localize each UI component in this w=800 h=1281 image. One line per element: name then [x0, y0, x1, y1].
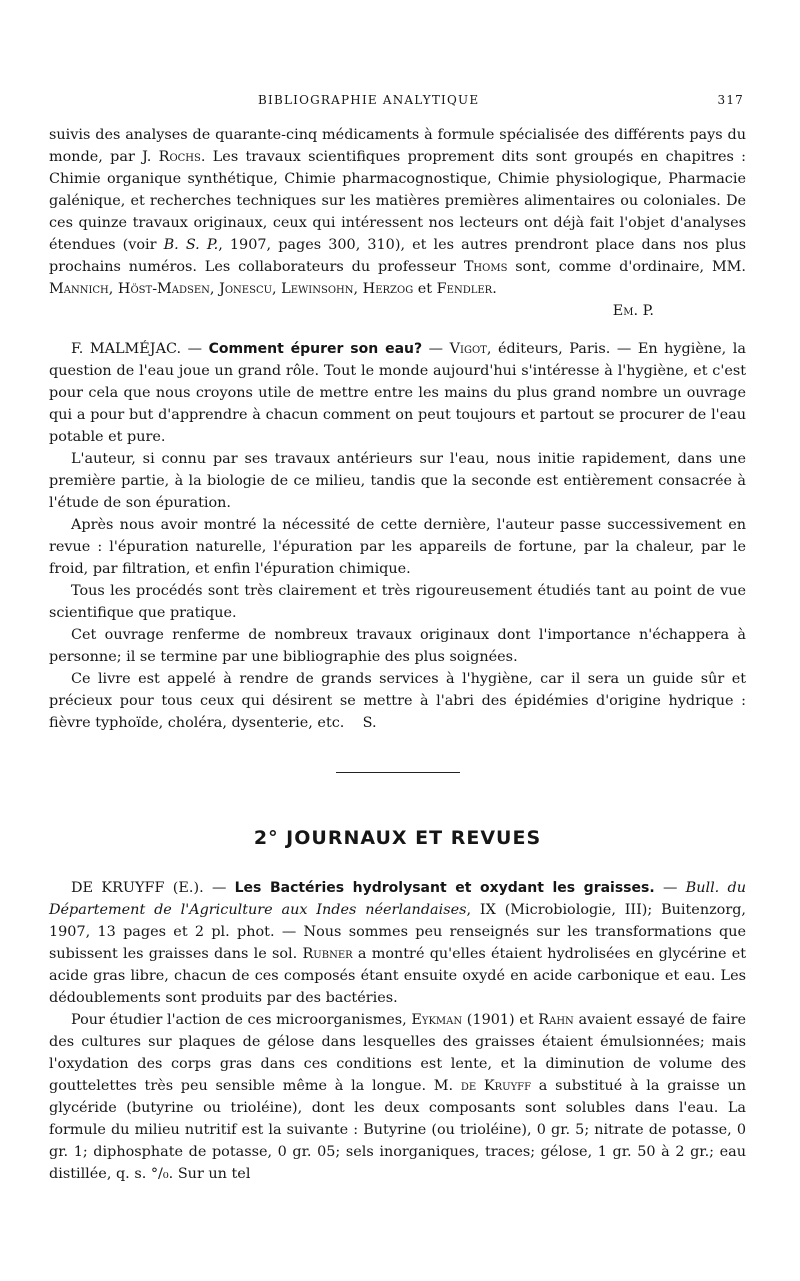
publisher-name: Vigot — [449, 341, 487, 357]
reviewer-signature: Em. P. — [612, 303, 654, 319]
author-name: Rochs — [158, 149, 201, 165]
author-name: Thoms — [463, 259, 508, 275]
review-paragraph: L'auteur, si connu par ses travaux antérieurs sur l'eau, nous initie rapidement, dans une première partie, à la biologie de ce milieu, tandis que la seconde est entièrement consacrée à l'étude de son épuration. — [49, 451, 746, 511]
author-name: de Kruyff — [460, 1078, 532, 1094]
review-paragraph: Après nous avoir montré la nécessité de cette dernière, l'auteur passe successivement en revue : l'épuration naturelle, l'épuration par les appareils de fortune, par la chaleur, par le froid, par filtration, et enfin l'épuration chimique. — [49, 517, 746, 577]
review-entry-malmejac: F. MALMÉJAC. — Comment épurer son eau? — Vigot, éditeurs, Paris. — En hygiène, la question de l'eau joue un grand rôle. Tout le monde aujourd'hui s'intéresse à l'hygiène, et c'est pour cela que nous croyons utile de mettre entre les mains du plus grand nombre un ouvrage qui a pour but d'apprendre à chacun comment on peut toujours et partout se procurer de l'eau potable et pure. — [49, 341, 746, 445]
section-heading: 2° JOURNAUX ET REVUES — [253, 827, 542, 849]
review-continuation-paragraph: suivis des analyses de quarante-cinq médicaments à formule spécialisée des différents pays du monde, par J. Rochs. Les travaux scientifiques proprement dits sont groupés en chapitres : Chimie organique synthétique, Chimie pharmacognostique, Chimie physiologique, Pharmacie galénique, et recherches techniques sur les matières premières alimentaires ou coloniales. De ces quinze travaux originaux, ceux qui intéressent nos lecteurs ont déjà fait l'objet d'analyses étendues (voir B. S. P., 1907, pages 300, 310), et les autres prendront place dans nos plus prochains numéros. Les collaborateurs du professeur Thoms sont, comme d'ordinaire, MM. Mannich, Höst-Madsen, Jonescu, Lewinsohn, Herzog et Fendler. — [49, 127, 746, 297]
review-signature-line — [49, 300, 746, 322]
author-name: Rahn — [538, 1012, 574, 1028]
entry-title: Les Bactéries hydrolysant et oxydant les graisses. — [234, 880, 655, 896]
review-paragraph: Cet ouvrage renferme de nombreux travaux originaux dont l'importance n'échappera à personne; il se termine par une bibliographie des plus soignées. — [49, 627, 746, 665]
running-header — [49, 93, 746, 111]
running-title: BIBLIOGRAPHIE ANALYTIQUE — [258, 93, 480, 107]
entry-title: Comment épurer son eau? — [208, 341, 423, 357]
journal-reference: B. S. P. — [163, 237, 219, 253]
entry-author: DE KRUYFF (E.). — [71, 880, 204, 896]
reviewer-signature: S. — [362, 715, 377, 731]
author-name: Fendler — [436, 281, 493, 297]
author-name: Eykman — [411, 1012, 463, 1028]
section-divider — [336, 772, 460, 773]
author-names-list: Mannich, Höst-Madsen, Jonescu, Lewinsohn, Herzog — [49, 281, 414, 297]
review-entry-de-kruyff: DE KRUYFF (E.). — Les Bactéries hydrolysant et oxydant les graisses. — Bull. du Département de l'Agriculture aux Indes néerlandaises, IX (Microbiologie, III); Buitenzorg, 1907, 13 pages et 2 pl. phot. — Nous sommes peu renseignés sur les transformations que subissent les graisses dans le sol. Rubner a montré qu'elles étaient hydrolisées en glycérine et acide gras libre, chacun de ces composés étant ensuite oxydé en acide carbonique et eau. Les dédoublements sont produits par des bactéries. — [49, 880, 747, 1006]
page-body — [49, 124, 746, 1185]
journal-reference: Bull. du Département de l'Agriculture aux Indes néerlandaises — [49, 880, 747, 918]
author-name: Rubner — [302, 946, 353, 962]
page-number: 317 — [717, 93, 744, 107]
review-paragraph-final: Ce livre est appelé à rendre de grands services à l'hygiène, car il sera un guide sûr et précieux pour tous ceux qui désirent se mettre à l'abri des épidémies d'origine hydrique : fièvre typhoïde, choléra, dysenterie, etc. S. — [49, 671, 746, 731]
review-paragraph: Pour étudier l'action de ces microorganismes, Eykman (1901) et Rahn avaient essayé de faire des cultures sur plaques de gélose dans lesquelles des graisses étaient émulsionnées; mais l'oxydation des corps gras dans ces conditions est lente, et la diminution de volume des gouttelettes très peu sensible même à la longue. M. de Kruyff a substitué à la graisse un glycéride (butyrine ou trioléine), dont les deux composants sont solubles dans l'eau. La formule du milieu nutritif est la suivante : Butyrine (ou trioléine), 0 gr. 5; nitrate de potasse, 0 gr. 1; diphosphate de potasse, 0 gr. 05; sels inorganiques, traces; gélose, 1 gr. 50 à 2 gr.; eau distillée, q. s. °/₀. Sur un tel — [49, 1012, 747, 1182]
review-paragraph: Tous les procédés sont très clairement et très rigoureusement étudiés tant au point de vue scientifique que pratique. — [49, 583, 746, 621]
entry-author: F. MALMÉJAC. — [71, 341, 182, 357]
